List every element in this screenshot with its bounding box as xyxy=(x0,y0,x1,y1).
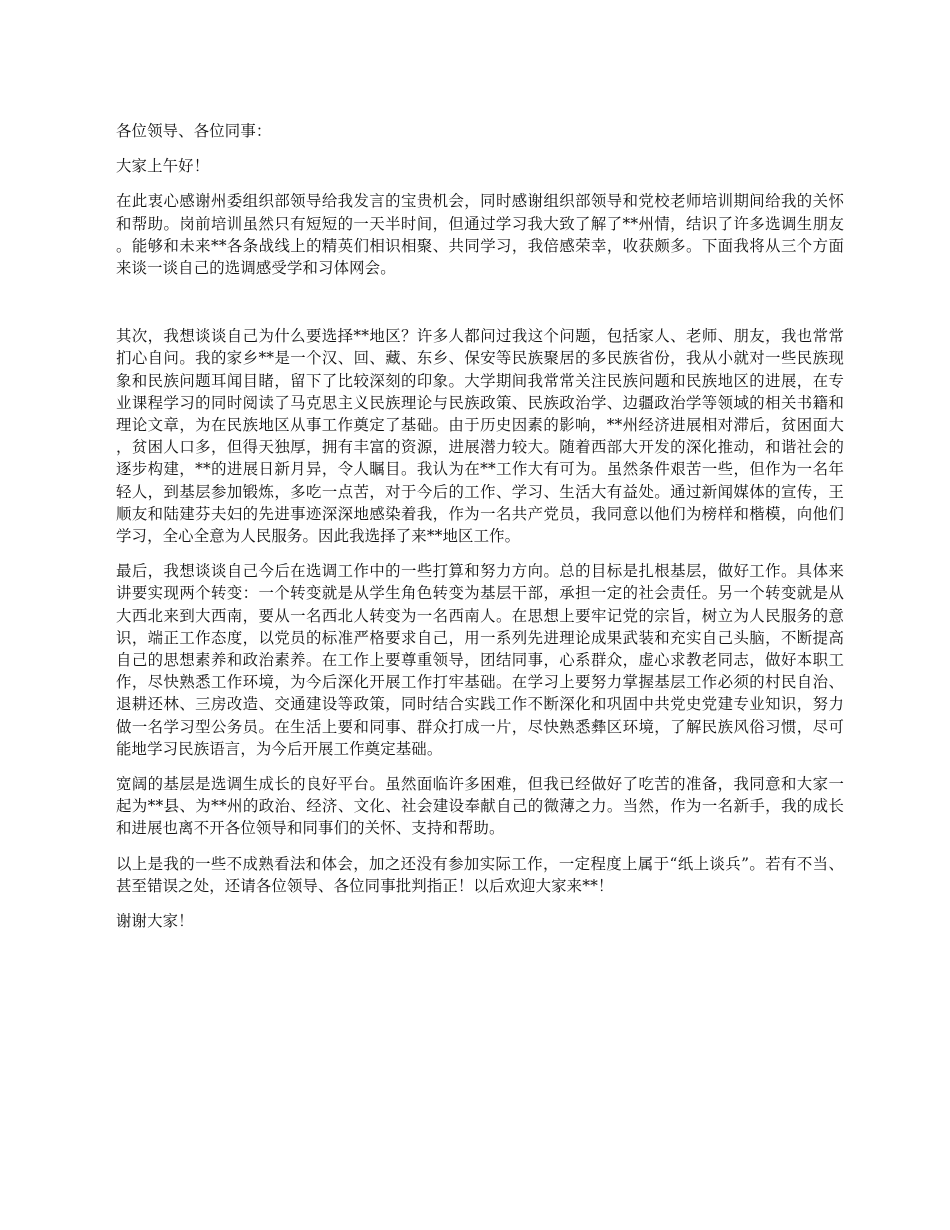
document-body xyxy=(116,120,844,945)
salutation: 各位领导、各位同事： xyxy=(116,122,272,140)
greeting: 大家上午好！ xyxy=(116,157,210,176)
blank-gap xyxy=(116,292,844,325)
paragraph-future-plans: 最后，我想谈谈自己今后在选调工作中的一些打算和努力方向。总的目标是扎根基层，做好工作。具体来讲要实现两个转变：一个转变就是从学生角色转变为基层干部，承担一定的社会责任。另一个转变就是从大西北来到大西南，要从一名西北人转变为一名西南人。在思想上要牢记党的宗旨，树立为人民服务的意识，端正工作态度，以党员的标准严格要求自己，用一系列先进理论成果武装和充实自己头脑，不断提高自己的思想素养和政治素养。在工作上要尊重领导，团结同事，心系群众，虚心求教老同志，做好本职工作，尽快熟悉工作环境，为今后深化开展工作打牢基础。在学习上要努力掌握基层工作必须的村民自治、退耕还林、三房改造、交通建设等政策，同时结合实践工作不断深化和巩固中共党史党建专业知识，努力做一名学习型公务员。在生活上要和同事、群众打成一片，尽快熟悉彝区环境，了解民族风俗习惯，尽可能地学习民族语言，为今后开展工作奠定基础。 xyxy=(116,562,844,758)
closing-thanks: 谢谢大家！ xyxy=(116,912,194,931)
paragraph-thanks: 在此衷心感谢州委组织部领导给我发言的宝贵机会，同时感谢组织部领导和党校老师培训期间给我的关怀和帮助。岗前培训虽然只有短短的一天半时间，但通过学习我大致了解了**州情，结识了许多选调生朋友。能够和未来**各条战线上的精英们相识相聚、共同学习，我倍感荣幸，收获颇多。下面我将从三个方面来谈一谈自己的选调感受学和习体网会。 xyxy=(116,192,844,278)
paragraph-why-choose-region: 其次，我想谈谈自己为什么要选择**地区？许多人都问过我这个问题，包括家人、老师、朋友，我也常常扪心自问。我的家乡**是一个汉、回、藏、东乡、保安等民族聚居的多民族省份，我从小就对一些民族现象和民族问题耳闻目睹，留下了比较深刻的印象。大学期间我常常关注民族问题和民族地区的进展，在专业课程学习的同时阅读了马克思主义民族理论与民族政策、民族政治学、边疆政治学等领域的相关书籍和理论文章，为在民族地区从事工作奠定了基础。由于历史因素的影响，**州经济进展相对滞后，贫困面大，贫困人口多，但得天独厚，拥有丰富的资源，进展潜力较大。随着西部大开发的深化推动，和谐社会的逐步构建，**的进展日新月异，令人瞩目。我认为在**工作大有可为。虽然条件艰苦一些，但作为一名年轻人，到基层参加锻炼，多吃一点苦，对于今后的工作、学习、生活大有益处。通过新闻媒体的宣传，王顺友和陆建芬夫妇的先进事迹深深地感染着我，作为一名共产党员，我同意以他们为榜样和楷模，向他们学习，全心全意为人民服务。因此我选择了来**地区工作。 xyxy=(116,327,844,546)
paragraph-grassroots-platform: 宽阔的基层是选调生成长的良好平台。虽然面临许多困难，但我已经做好了吃苦的准备，我同意和大家一起为**县、为**州的政治、经济、文化、社会建设奉献自己的微薄之力。当然，作为一名新手，我的成长和进展也离不开各位领导和同事们的关怀、支持和帮助。 xyxy=(116,775,844,838)
paragraph-conclusion: 以上是我的一些不成熟看法和体会，加之还没有参加实际工作，一定程度上属于“纸上谈兵”。若有不当、甚至错误之处，还请各位领导、各位同事批判指正！以后欢迎大家来**！ xyxy=(116,854,844,895)
